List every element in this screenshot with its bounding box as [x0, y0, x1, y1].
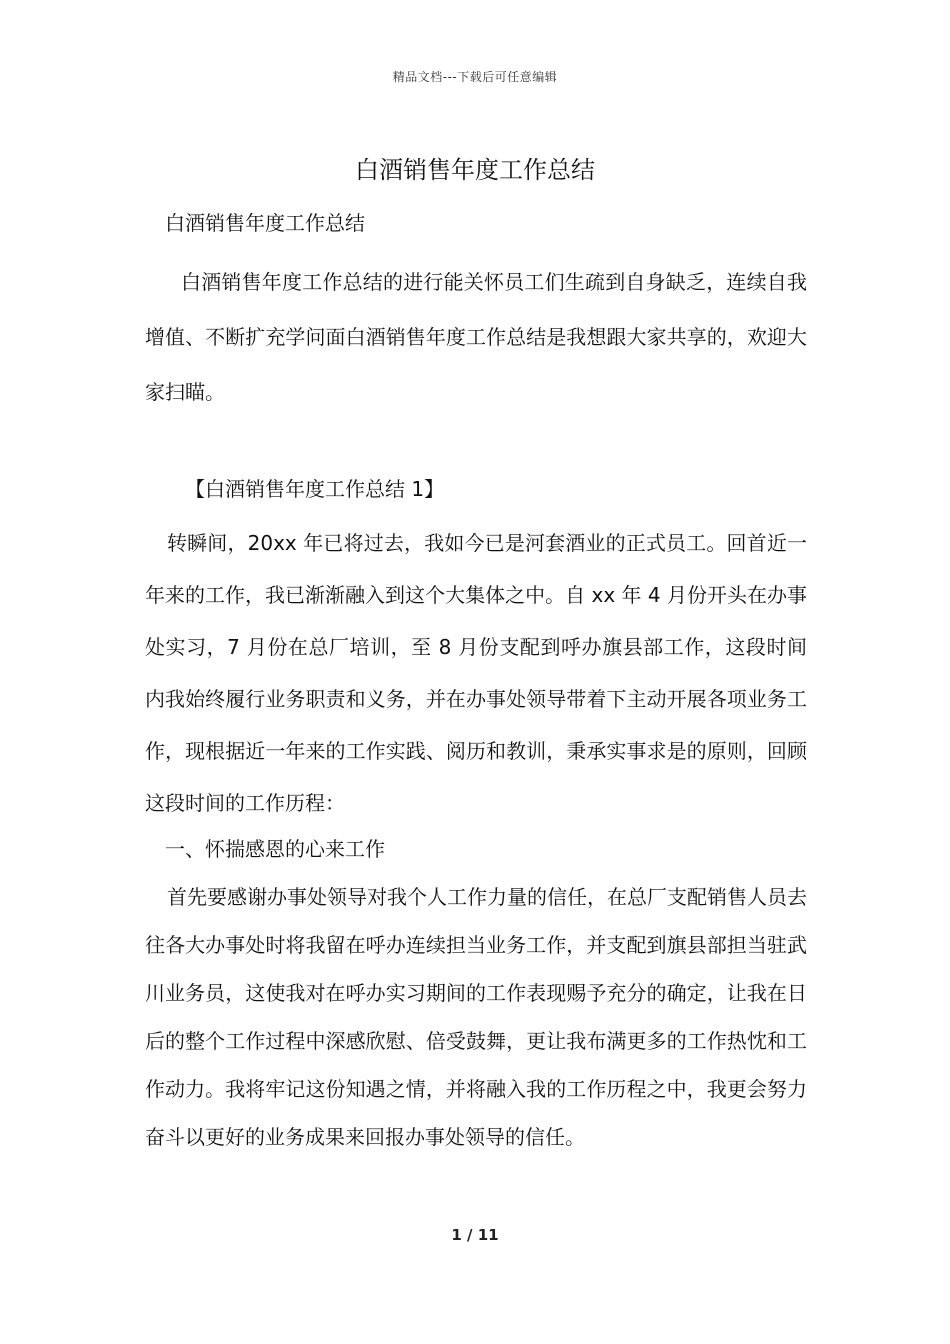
section-heading: 【白酒销售年度工作总结 1】	[185, 477, 445, 501]
subheading-1: 一、怀揣感恩的心来工作	[165, 837, 385, 861]
page-indicator: 1 / 11	[451, 1226, 499, 1244]
document-body	[145, 205, 807, 1161]
intro-heading: 白酒销售年度工作总结	[165, 211, 365, 235]
intro-paragraph: 白酒销售年度工作总结的进行能关怀员工们生疏到自身缺乏，连续自我增值、不断扩充学问面白酒销售年度工作总结是我想跟大家共享的，欢迎大家扫瞄。	[145, 270, 807, 404]
paragraph-2: 首先要感谢办事处领导对我个人工作力量的信任，在总厂支配销售人员去往各大办事处时将我留在呼办连续担当业务工作，并支配到旗县部担当驻武川业务员，这使我对在呼办实习期间的工作表现赐予充分的确定，让我在日后的整个工作过程中深感欣慰、倍受鼓舞，更让我布满更多的工作热忱和工作动力。我将牢记这份知遇之情，并将融入我的工作历程之中，我更会努力奋斗以更好的业务成果来回报办事处领导的信任。	[145, 885, 807, 1149]
page-header: 精品文档---下载后可任意编辑	[392, 70, 558, 84]
paragraph-1: 转瞬间，20xx 年已将过去，我如今已是河套酒业的正式员工。回首近一年来的工作，我已渐渐融入到这个大集体之中。自 xx 年 4 月份开头在办事处实习，7 月份在总厂培训，至 8 月份支配到呼办旗县部工作，这段时间内我始终履行业务职责和义务，并在办事处领导带着下主动开展各项业务工作，现根据近一年来的工作实践、阅历和教训，秉承实事求是的原则，回顾这段时间的工作历程：	[145, 531, 807, 815]
document-title: 白酒销售年度工作总结	[355, 156, 595, 184]
